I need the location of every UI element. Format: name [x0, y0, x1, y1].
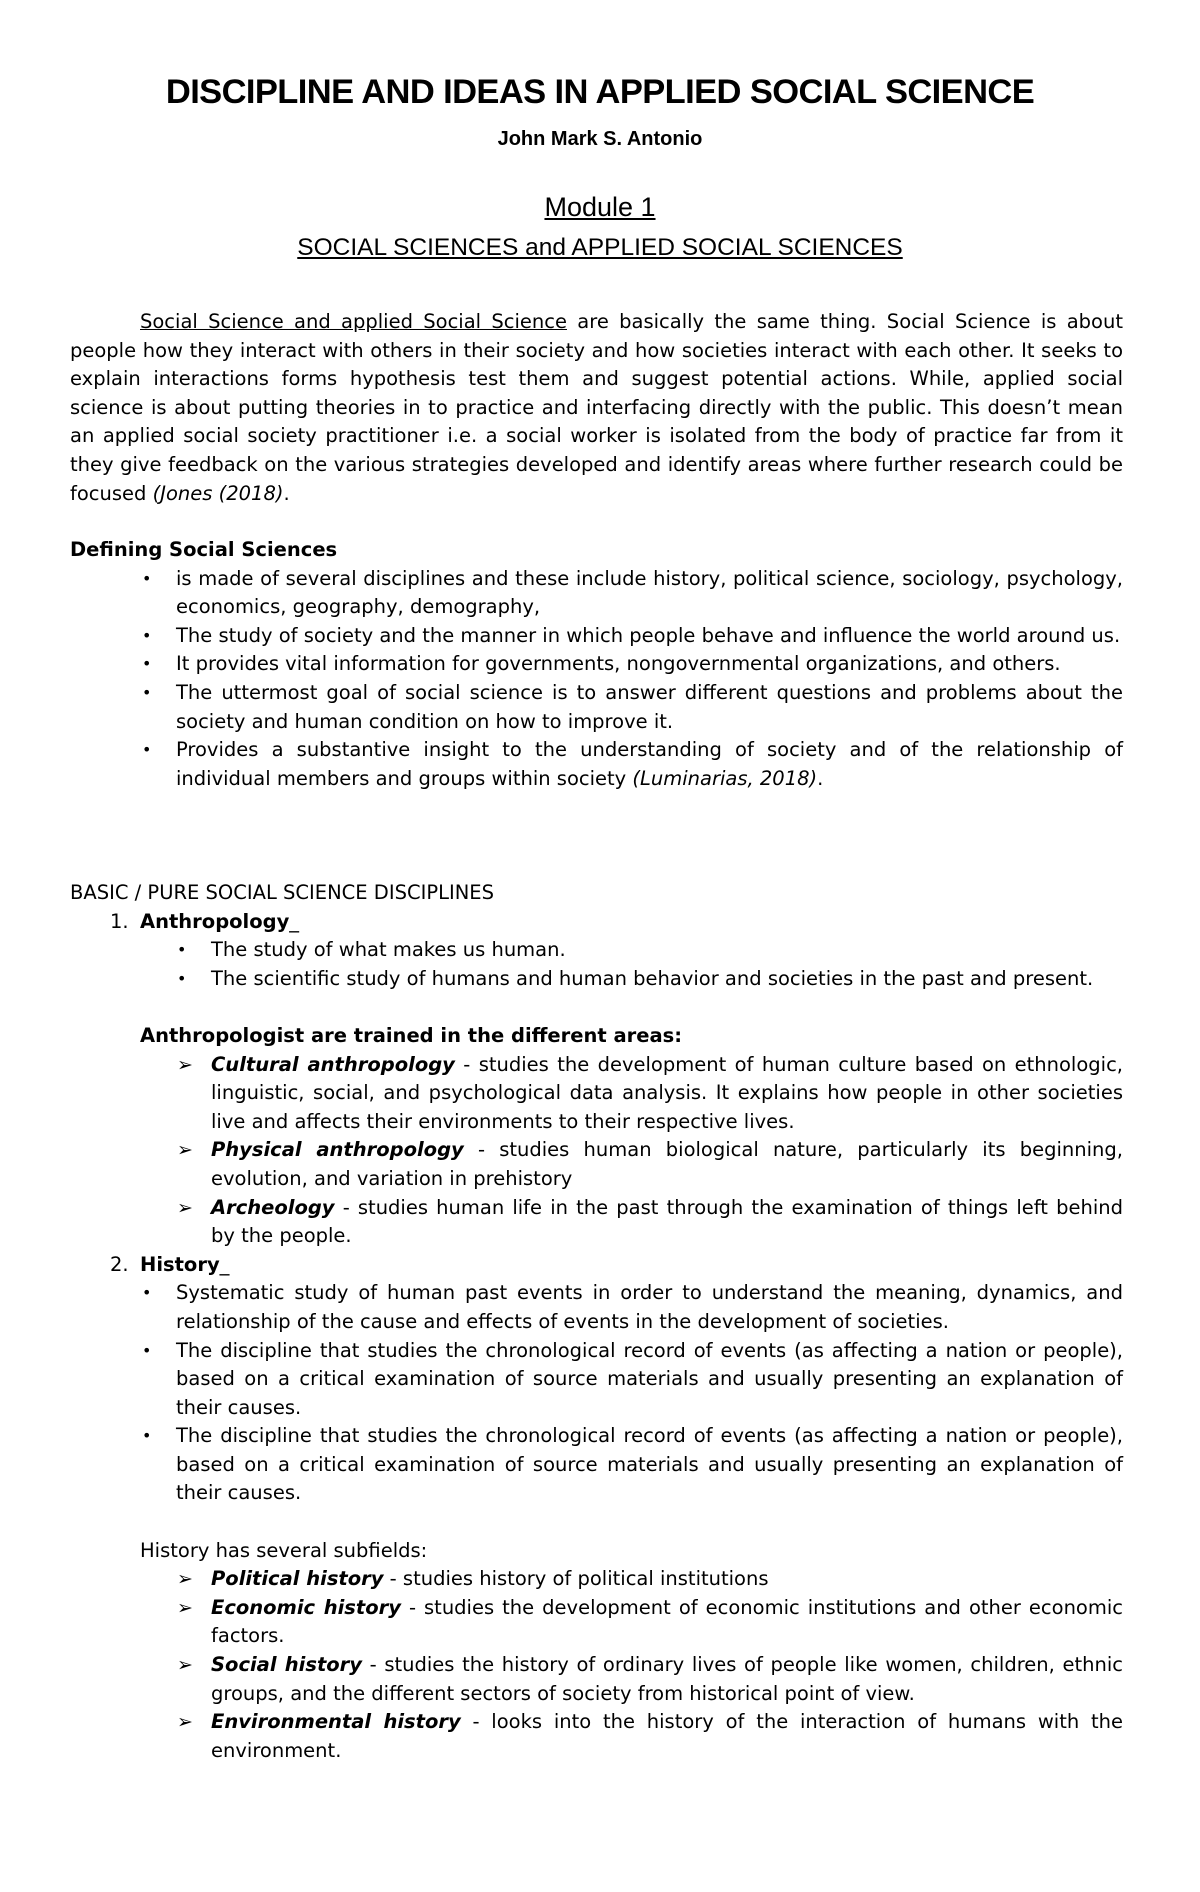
list-item: [142, 622, 1123, 651]
document-title: DISCIPLINE AND IDEAS IN APPLIED SOCIAL SCIENCE: [165, 73, 1035, 111]
bullet-icon: •: [142, 568, 152, 588]
list-item: [177, 1136, 1123, 1193]
list-item: [177, 936, 1123, 965]
bullet-icon: •: [142, 625, 152, 645]
history-subfields-list: [177, 1565, 1123, 1765]
arrow-bullet-icon: ➢: [177, 1053, 193, 1076]
arrow-bullet-icon: ➢: [177, 1139, 193, 1162]
list-item-text: Systematic study of human past events in order to understand the meaning, dynamics, and relationship of the cause and effects of events in the development of societies.: [176, 1281, 1123, 1333]
term-description: - studies the history of ordinary lives of people like women, children, ethnic groups, and the different sectors of society from historical point of view.: [211, 1653, 1123, 1705]
term: Political history: [211, 1567, 384, 1591]
defining-list: [142, 565, 1123, 794]
term: Environmental history: [211, 1710, 461, 1734]
defining-heading: Defining Social Sciences: [70, 538, 338, 561]
list-item: [177, 1594, 1123, 1651]
term-description: - looks into the history of the interaction of humans with the environment.: [211, 1710, 1123, 1762]
anthropology-list: [177, 936, 1123, 993]
module-subtitle: SOCIAL SCIENCES and APPLIED SOCIAL SCIENCES: [297, 234, 903, 261]
bullet-icon: •: [142, 1340, 152, 1360]
arrow-bullet-icon: ➢: [177, 1711, 193, 1734]
list-item-text: is made of several disciplines and these include history, political science, sociology, psychology, economics, geography, demography,: [176, 566, 1123, 619]
term: Social history: [211, 1653, 362, 1677]
term: Economic history: [211, 1595, 401, 1619]
list-item: [177, 1565, 1123, 1594]
history-heading: [110, 1251, 1123, 1280]
intro-end: .: [283, 481, 290, 505]
term-description: - studies the development of economic institutions and other economic factors.: [211, 1595, 1123, 1648]
intro-paragraph: [70, 308, 1123, 508]
list-item: [142, 1422, 1123, 1508]
item-number: 2.: [110, 1252, 129, 1276]
anthropology-areas-list: [177, 1051, 1123, 1251]
anthropology-heading: [110, 908, 1123, 937]
arrow-bullet-icon: ➢: [177, 1568, 193, 1591]
basic-heading: BASIC / PURE SOCIAL SCIENCE DISCIPLINES: [70, 881, 494, 904]
bullet-icon: •: [142, 1283, 152, 1303]
term: Archeology: [211, 1195, 335, 1219]
list-item: [142, 565, 1123, 622]
list-item-text: The discipline that studies the chronological record of events (as affecting a nation or people), based on a critical examination of source materials and usually presenting an explanation of their causes.: [176, 1424, 1123, 1505]
bullet-icon: •: [177, 968, 187, 988]
list-item-text: The discipline that studies the chronological record of events (as affecting a nation or people), based on a critical examination of source materials and usually presenting an explanation of their causes.: [176, 1338, 1123, 1419]
arrow-bullet-icon: ➢: [177, 1196, 193, 1219]
term-description: - studies human biological nature, particularly its beginning, evolution, and variation in prehistory: [211, 1138, 1123, 1190]
list-item: [177, 1651, 1123, 1708]
list-item-text: It provides vital information for governments, nongovernmental organizations, and others.: [176, 652, 1061, 676]
term: Cultural anthropology: [211, 1052, 455, 1076]
arrow-bullet-icon: ➢: [177, 1596, 193, 1619]
defining-citation: (Luminarias, 2018): [632, 766, 818, 790]
bullet-icon: •: [142, 1426, 152, 1446]
defining-section: [70, 536, 1123, 793]
bullet-icon: •: [142, 740, 152, 760]
term-description: - studies the development of human culture based on ethnologic, linguistic, social, and psychological data analysis. It explains how people in other societies live and affects their environments to their respective lives.: [211, 1052, 1123, 1133]
module-heading: Module 1: [544, 192, 656, 222]
arrow-bullet-icon: ➢: [177, 1654, 193, 1677]
list-item-text: The study of what makes us human.: [211, 938, 566, 962]
intro-citation: (Jones (2018): [152, 481, 284, 505]
list-item: [177, 1194, 1123, 1251]
item-number: 1.: [110, 909, 129, 933]
anthropology-title: Anthropology: [140, 909, 290, 933]
list-item: [177, 1051, 1123, 1137]
term-description: - studies human life in the past through the examination of things left behind by the people.: [211, 1195, 1123, 1248]
list-item: [142, 1279, 1123, 1336]
list-item: [142, 650, 1123, 679]
title-underscore: _: [289, 909, 300, 933]
list-item: [142, 736, 1123, 793]
bullet-icon: •: [177, 940, 187, 960]
list-item-end: .: [817, 766, 824, 790]
list-item: [142, 679, 1123, 736]
title-underscore: _: [219, 1252, 230, 1276]
list-item-text: The uttermost goal of social science is to answer different questions and problems about the society and human condition on how to improve it.: [176, 680, 1123, 733]
list-item-text: The scientific study of humans and human behavior and societies in the past and present.: [211, 966, 1094, 990]
list-item: [177, 1708, 1123, 1765]
list-item: [177, 965, 1123, 994]
term-description: - studies history of political institutions: [383, 1567, 769, 1591]
list-item-text: The study of society and the manner in which people behave and influence the world around us.: [176, 623, 1121, 647]
term: Physical anthropology: [211, 1138, 464, 1162]
list-item-text: Provides a substantive insight to the understanding of society and of the relationship of individual members and groups within society: [176, 738, 1123, 790]
intro-body: are basically the same thing. Social Science is about people how they interact with others in their society and how societies interact with each other. It seeks to explain interactions forms hypothesis test them and suggest potential actions. While, applied social science is about putting theories in to practice and interfacing directly with the public. This doesn’t mean an applied social society practitioner i.e. a social worker is isolated from the body of practice far from it they give feedback on the various strategies developed and identify areas where further research could be focused: [70, 310, 1123, 505]
basic-section: [70, 879, 1123, 1765]
bullet-icon: •: [142, 682, 152, 702]
history-list: [142, 1279, 1123, 1508]
author-name: John Mark S. Antonio: [497, 128, 703, 150]
history-title: History: [140, 1252, 220, 1276]
bullet-icon: •: [142, 654, 152, 674]
subfields-heading: History has several subfields:: [140, 1538, 428, 1562]
list-item: [142, 1337, 1123, 1423]
trained-heading: Anthropologist are trained in the different areas:: [140, 1023, 683, 1047]
intro-lead: Social Science and applied Social Science: [140, 310, 567, 333]
